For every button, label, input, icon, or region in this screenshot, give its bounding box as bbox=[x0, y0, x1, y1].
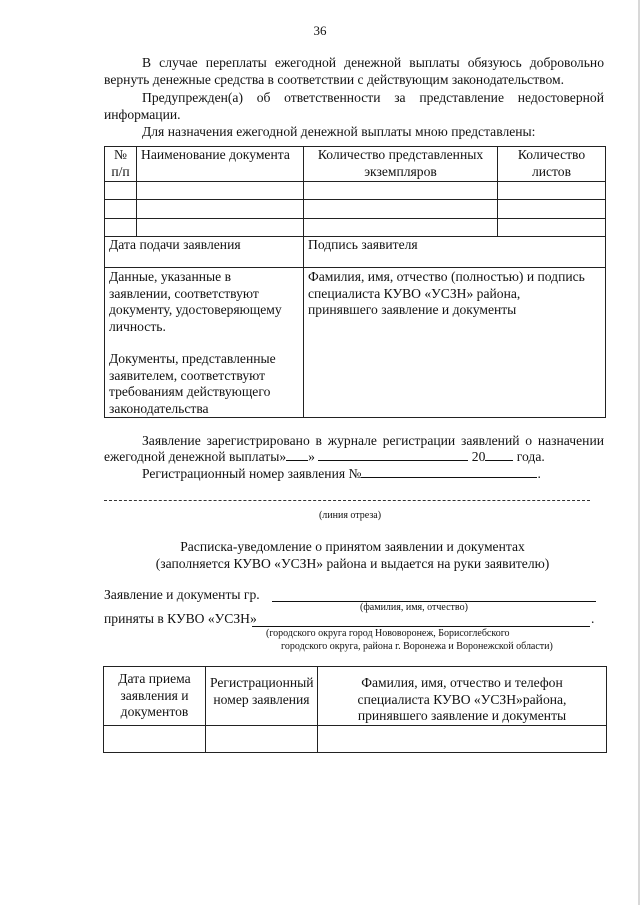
receipt-table bbox=[103, 666, 607, 753]
application-date-label: Дата подачи заявления bbox=[109, 237, 241, 252]
verification-line: документу, удостоверяющему bbox=[109, 302, 282, 317]
warning-line-1: Предупрежден(а) об ответственности за представление недостоверной bbox=[142, 90, 604, 105]
receipt-header-specialist-line: Фамилия, имя, отчество и телефон bbox=[361, 675, 563, 690]
receipt-header-specialist bbox=[318, 667, 607, 726]
receipt-date-cell[interactable] bbox=[104, 726, 206, 753]
verification-line: заявлении, соответствуют bbox=[109, 285, 259, 301]
registration-date-prefix: ежегодной денежной выплаты» bbox=[104, 449, 287, 464]
table-row bbox=[105, 182, 606, 200]
cell-copies[interactable] bbox=[304, 200, 498, 219]
header-copies-line2: экземпляров bbox=[364, 163, 437, 179]
registration-date-line bbox=[104, 449, 545, 465]
registration-number-suffix: . bbox=[537, 466, 541, 481]
receipt-header-specialist-line: специалиста КУВО «УСЗН»района, bbox=[357, 691, 567, 707]
receipt-header-date-line: Дата приема bbox=[118, 671, 191, 687]
registration-number-line bbox=[142, 466, 541, 482]
cut-line bbox=[104, 500, 590, 501]
registration-line-1: Заявление зарегистрировано в журнале регистрации заявлений о назначении bbox=[142, 433, 604, 448]
accepted-office-field[interactable] bbox=[252, 626, 590, 627]
receipt-header-specialist-line: принявшего заявление и документы bbox=[357, 708, 567, 723]
documents-intro: Для назначения ежегодной денежной выплаты мною представлены: bbox=[142, 124, 536, 139]
cell-document-name[interactable] bbox=[137, 200, 304, 219]
table-row bbox=[105, 219, 606, 237]
receipt-reg-number-cell[interactable] bbox=[206, 726, 318, 753]
header-copies bbox=[304, 147, 498, 182]
warning-line-2: информации. bbox=[104, 107, 181, 122]
receipt-specialist-cell[interactable] bbox=[318, 726, 607, 753]
receipt-header-date bbox=[104, 667, 206, 726]
receipt-header-reg-line: номер заявления bbox=[213, 691, 310, 707]
applicant-name-caption: (фамилия, имя, отчество) bbox=[360, 602, 468, 613]
cell-copies[interactable] bbox=[304, 219, 498, 237]
date-signature-row bbox=[105, 237, 606, 268]
verification-line: Данные, указанные в bbox=[109, 269, 231, 284]
application-date-cell[interactable] bbox=[105, 237, 304, 268]
registration-year-suffix: года. bbox=[516, 449, 545, 464]
registration-month-field[interactable] bbox=[318, 460, 468, 461]
verification-line: требованиям действующего bbox=[109, 384, 271, 399]
header-sheets-line2: листов bbox=[531, 163, 572, 179]
header-document-name-text: Наименование документа bbox=[141, 147, 290, 162]
cell-copies[interactable] bbox=[304, 182, 498, 200]
specialist-line: Фамилия, имя, отчество (полностью) и подпись bbox=[308, 269, 585, 284]
registration-year-prefix: 20 bbox=[471, 449, 486, 464]
registration-number-label: Регистрационный номер заявления № bbox=[142, 466, 362, 481]
documents-table-header bbox=[105, 147, 606, 182]
receipt-header-reg-line: Регистрационный bbox=[210, 675, 314, 690]
accepted-caption-line2: городского округа, района г. Воронежа и Воронежской области) bbox=[281, 641, 553, 652]
cell-number[interactable] bbox=[105, 200, 137, 219]
cell-sheets[interactable] bbox=[498, 182, 606, 200]
header-number-line2: п/п bbox=[111, 163, 130, 179]
specialist-line: специалиста КУВО «УСЗН» района, bbox=[308, 285, 521, 301]
accepted-suffix: . bbox=[591, 611, 595, 626]
verification-row bbox=[105, 268, 606, 418]
specialist-line: принявшего заявление и документы bbox=[308, 302, 517, 317]
verification-line: Документы, представленные bbox=[109, 351, 276, 366]
table-row bbox=[104, 726, 607, 753]
table-row bbox=[105, 200, 606, 219]
applicant-prefix: Заявление и документы гр. bbox=[104, 587, 260, 602]
registration-day-field[interactable] bbox=[286, 460, 308, 461]
receipt-header-date-line: документов bbox=[120, 704, 189, 720]
registration-number-field[interactable] bbox=[361, 477, 537, 478]
specialist-signature-cell[interactable] bbox=[304, 268, 606, 418]
receipt-title-line2: (заполняется КУВО «УСЗН» района и выдается на руки заявителю) bbox=[155, 556, 550, 571]
receipt-header-date-line: заявления и bbox=[120, 687, 189, 703]
page-number: 36 bbox=[313, 23, 327, 38]
applicant-signature-cell[interactable] bbox=[304, 237, 606, 268]
receipt-title-line1: Расписка-уведомление о принятом заявлении и документах bbox=[180, 539, 525, 554]
registration-quote: » bbox=[308, 449, 315, 464]
header-copies-line1: Количество представленных bbox=[317, 147, 484, 162]
cut-line-label: (линия отреза) bbox=[318, 510, 382, 521]
overpayment-line-1: В случае переплаты ежегодной денежной выплаты обязуюсь добровольно bbox=[142, 55, 604, 70]
header-sheets-line1: Количество bbox=[517, 147, 586, 162]
verification-line: законодательства bbox=[109, 400, 209, 416]
registration-year-field[interactable] bbox=[485, 460, 513, 461]
header-document-name bbox=[137, 147, 304, 182]
accepted-caption-line1: (городского округа город Нововоронеж, Борисоглебского bbox=[266, 628, 510, 639]
documents-table bbox=[104, 146, 606, 418]
applicant-signature-label: Подпись заявителя bbox=[308, 237, 418, 252]
cell-sheets[interactable] bbox=[498, 200, 606, 219]
header-number-line1: № bbox=[114, 147, 127, 162]
header-number bbox=[105, 147, 137, 182]
cell-document-name[interactable] bbox=[137, 219, 304, 237]
verification-line: заявителем, соответствуют bbox=[109, 367, 266, 383]
receipt-header-reg-number bbox=[206, 667, 318, 726]
cell-document-name[interactable] bbox=[137, 182, 304, 200]
cell-sheets[interactable] bbox=[498, 219, 606, 237]
cell-number[interactable] bbox=[105, 219, 137, 237]
verification-line: личность. bbox=[109, 318, 166, 334]
overpayment-line-2: вернуть денежные средства в соответствии с действующим законодательством. bbox=[104, 72, 565, 87]
cell-number[interactable] bbox=[105, 182, 137, 200]
header-sheets bbox=[498, 147, 606, 182]
verification-cell bbox=[105, 268, 304, 418]
receipt-table-header bbox=[104, 667, 607, 726]
accepted-prefix: приняты в КУВО «УСЗН» bbox=[104, 611, 257, 626]
spacer bbox=[109, 335, 299, 351]
